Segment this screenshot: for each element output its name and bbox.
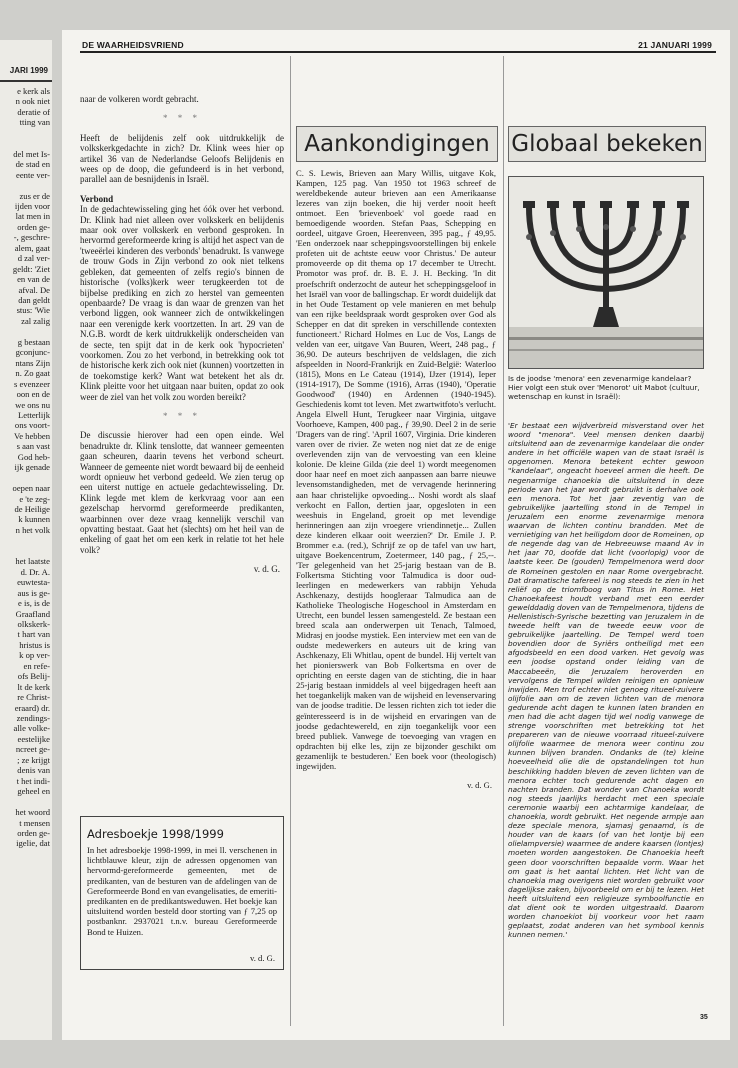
previous-page-fragment: lt de kerk [17, 681, 50, 692]
previous-page-fragment: denis van [17, 765, 50, 776]
previous-page-fragment: eraard) dr. [14, 702, 50, 713]
previous-page-fragment: ijk genade [14, 462, 50, 473]
previous-page-fragment: Letterlijk [18, 409, 50, 420]
previous-page-fragment: orden ge- [17, 827, 50, 838]
previous-page-fragment: de stad en [15, 159, 50, 170]
previous-page-header: JARI 1999 [9, 66, 48, 75]
previous-page-fragment: t het indi- [16, 775, 50, 786]
previous-page-fragment: n het volk [15, 524, 50, 535]
masthead-title: DE WAARHEIDSVRIEND [82, 40, 184, 50]
previous-page-fragment: stus: 'Wie [16, 305, 50, 316]
previous-page-fragment: Ve hebben [13, 430, 50, 441]
previous-page-fragment: Graafland [15, 608, 50, 619]
previous-page-fragment: olkskerk- [17, 618, 50, 629]
previous-page-fragment: deratie of [17, 106, 50, 117]
previous-page-fragment: ntans Zijn [15, 357, 50, 368]
signature: v. d. G. [253, 564, 280, 575]
previous-page-fragment: oepen naar [12, 483, 50, 494]
globaal-bekeken-title: Globaal bekeken [508, 126, 706, 162]
previous-page-fragment: en refe- [23, 660, 50, 671]
previous-page-fragment: euwtesta- [17, 577, 50, 588]
previous-page-fragment: geldt: 'Ziet [12, 263, 50, 274]
previous-page-fragment: del met Is- [13, 148, 50, 159]
previous-page-fragment: n. Zo gaat [15, 368, 50, 379]
column-divider [503, 56, 504, 1026]
previous-page-fragment: eestelijke [17, 733, 50, 744]
previous-page-fragment: k kunnen [18, 514, 50, 525]
previous-page-fragment: d zal ver- [17, 253, 50, 264]
previous-page-fragment: we ons nu [15, 399, 50, 410]
previous-page-fragment: en van de [17, 274, 50, 285]
photo-caption: Is de joodse 'menora' een zevenarmige kandelaar? Hier volgt een stuk over 'Menorot' uit Mabot (cultuur, wetenschap en kunst in Israël): [508, 374, 700, 402]
previous-page-fragment: s aan vast [16, 441, 50, 452]
previous-page-fragment: tting van [19, 117, 50, 128]
column-divider [290, 56, 291, 1026]
previous-page-fragment: God heb- [17, 451, 50, 462]
signature: v. d. G. [250, 953, 275, 963]
previous-page-fragment: hristus is [19, 639, 50, 650]
paragraph: De discussie hierover had een open einde. Wel benadrukte dr. Klink tenslotte, dat wanneer gemeenten gaan scheuren, daarin tevens het verbond scheurt. Wanneer de gemeente niet wordt bewaard bij de eenheid wordt opnieuw het verbond gedeeld. We zien terug op een uiterst nuttige en actuele gedachtewisseling. Dr. Klink legde met klem de kerkvraag voor aan een gezelschap hervormd gereformeerde predikanten, waarbinnen over deze vraag kennelijk verschil van opvatting bestaat. Gaat het (slechts) om het heil van de enkeling of gaat het om een kerk in relatie tot het hele volk? [80, 430, 284, 555]
paragraph: naar de volkeren wordt gebracht. [80, 94, 199, 104]
previous-page-fragment: afval. De [18, 284, 50, 295]
masthead-rule [80, 51, 716, 53]
globaal-bekeken-text [508, 421, 704, 939]
previous-page-fragment: zendings- [16, 713, 50, 723]
previous-page-rule [0, 80, 52, 82]
signature: v. d. G. [467, 779, 492, 790]
previous-page-fragment: geheel en [17, 786, 50, 797]
previous-page-fragment: orden ge- [17, 221, 50, 232]
previous-page-fragment: e is, is de [18, 598, 50, 609]
adresboekje-box [80, 816, 284, 970]
menorah-photo [508, 176, 704, 369]
menorah-icon [509, 177, 703, 368]
previous-page-fragment: g bestaan [17, 336, 50, 347]
previous-page-fragment: ons voort- [14, 420, 50, 431]
previous-page-fragment: aus is ge- [17, 587, 50, 598]
section-separator: * * * [163, 410, 201, 421]
previous-page-fragment: s evenzeer [13, 378, 50, 389]
paragraph: In de gedachtewisseling ging het óók over het verbond. Dr. Klink had niet alleen over volkskerk en belijdenis maar ook over volkskerk en verbond gesproken. In hervormd gereformeerde kring is altijd het aspect van de 'tweeërlei kinderen des verbonds' benadrukt. Is vanwege de trouw Gods in Zijn verbond zo ook niet telkens gebleken, dat gemeenten of zelfs regio's binnen de historische (volks)kerk weer terugkeerden tot de bijbelse prediking en zich zo herstel van gemeenten openbaarde? De vraag is dan waar de grenzen van het verbond liggen, ook wanneer zich de ontwikkelingen naar een verenigde kerk voortzetten. In art. 29 van de N.G.B. wordt de kerk uitdrukkelijk onderscheiden van de secte, ten spijt dat in de kerk ook 'hypocrieten' voorkomen. Zou zo het verbond, in betrekking ook tot de historische kerk zich ook niet (kunnen) voortzetten in de toekomstige kerk? Want wat betekent het als dr. Klink pleitte voor het uitgaan naar buiten, opdat zo ook weer de ziel van het volk zou worden bereikt? [80, 204, 284, 402]
previous-page-edge [0, 40, 52, 1040]
previous-page-fragment: e kerk als [17, 86, 50, 96]
previous-page-fragment: ncreet ge- [15, 744, 50, 755]
previous-page-fragment: lat men in [15, 211, 50, 222]
masthead-date: 21 JANUARI 1999 [638, 40, 712, 50]
previous-page-fragment: dan geldt [18, 295, 50, 305]
article-column [80, 94, 284, 575]
box-title: Adresboekje 1998/1999 [87, 827, 224, 841]
paragraph: Heeft de belijdenis zelf ook uitdrukkelijk de volkskerkgedachte in zich? Dr. Klink wees hier op artikel 36 van de Nederlandse Geloofs Belijdenis en wees op de doop, die gefundeerd is in het verbond, parallel aan de besnijdenis in Israël. [80, 132, 284, 185]
previous-page-fragment: oon en de [16, 389, 50, 400]
previous-page-fragment: alle volke- [13, 723, 50, 734]
previous-page-fragment: n ook niet [15, 96, 50, 107]
previous-page-fragment: alem, gaat [14, 242, 50, 253]
previous-page-fragment: -, geschre- [13, 232, 50, 243]
quote-text: 'Er bestaat een wijdverbreid misverstand over het woord "menora". Veel mensen denken daarbij uitsluitend aan de zevenarmige kandelaar die onder andere in het officiële wapen van de staat Israël is opgenomen. Menora betekent echter gewoon "kandelaar", ongeacht hoeveel armen die heeft. De negenarmige chanoekia die uitsluitend in deze periode van het jaar wordt gebruikt is derhalve ook een menora. Tot het jaar zeventig van de gebruikelijke jaartelling stond in de Tempel in Jeruzalem een enorme zevenarmige menora waarvan de lichten continu brandden. Met de vernietiging van het heiligdom door de Romeinen, op de negende dag van de Hebreeuwse maand Av in het jaar 70, doofde dat licht (voorlopig) voor de laatste keer. De (gouden) Tempelmenora werd door de Romeinen gestolen en naar Rome overgebracht. Dat dramatische tafereel is nog steeds te zien in het reliëf op de triomfboog van Titus in Rome. Het Chanoekafeest houdt verband met een eerder gewelddadig doven van de Tempelmenora, tijdens de Hellenistisch-Syrische bezetting van Jeruzalem in de tweede helft van de tweede eeuw voor de gebruikelijke jaartelling. De Tempel werd toen bovendien door de Syriërs ontheiligd met een afgodsbeeld en een dood varken. Het gevolg was een joodse opstand onder leiding van de Maccabeeën, die Jeruzalem heroverden en vervolgens de Tempel wilden reinigen en opnieuw inwijden. Men trof echter niet genoeg ritueel-zuivere olijfolie aan om de zeven lichten van de menora gedurende acht dagen te kunnen laten branden en men had die acht dagen tijd wel nodig vanwege de strenge voorschriften met betrekking tot het prepareren van de nieuwe voorraad ritueel-zuivere olijfolie waarmee de menora weer continu zou kunnen blijven branden. Ondanks de (te) kleine hoeveelheid olie die de opstandelingen tot hun beschikking hadden bleven de zeven lichten van de menora echter toch gedurende acht dagen en nachten branden. Dat wonder van Chanoeka wordt nog steeds jaarlijks herdacht met een speciale ceremonie waarbij een achtarmige kandelaar, de chanoekia, wordt gebruikt. Het negende armpje aan deze speciale menora, sjamasj genaamd, is de houder van de kaars (of van het lontje bij een olielampversie) waarmee de andere kaarsen (lontjes) moeten worden aangestoken. De Chanoekia heeft geen door voorschriften bepaalde vorm. Waar het om gaat is het aantal lichten. Het licht van de chanoekia mag overigens niet worden gebruikt voor dagelijkse zaken, bijvoorbeeld om er bij te lezen. Het heeft uitsluitend een religieuze symboolfunctie en dat dient ook te worden uitgestraald. Daarom worden chanoekiot bij voorkeur voor het raam geplaatst, zodat anderen van het symbool kennis kunnen nemen.' [508, 421, 704, 940]
previous-page-fragment: het woord [15, 807, 50, 818]
previous-page-fragment: ofs Belij- [17, 671, 50, 682]
previous-page-fragment: zus er de [19, 190, 50, 201]
box-body: In het adresboekje 1998-1999, in mei ll. verschenen in lichtblauwe kleur, zijn de adressen opgenomen van hervormd-gereformeerde gemeenten, met de predikanten, van de besturen van de afdelingen van de Gereformeerde Bond en van evangelisaties, de emeriti-predikanten en de predikantsweduwen. Het boekje kan uitsluitend worden besteld door storting van ƒ 7,25 op postbanknr. 2937021 t.n.v. bureau Gereformeerde Bond te Huizen. [87, 845, 277, 937]
subheading: Verbond [80, 193, 114, 204]
previous-page-fragment: re Christ- [17, 692, 50, 703]
previous-page-fragment: ijden voor [14, 200, 50, 211]
aankondigingen-title: Aankondigingen [296, 126, 498, 162]
previous-page-fragment: k op ver- [19, 650, 50, 661]
previous-page-fragment: zal zalig [21, 315, 50, 326]
previous-page-fragment: t hart van [17, 629, 50, 640]
previous-page-fragment: ; ze krijgt [17, 754, 50, 765]
previous-page-fragment: igelie, dat [16, 838, 50, 849]
previous-page-fragment: eente ver- [16, 169, 50, 180]
previous-page-fragment: e 'te zeg- [19, 493, 50, 504]
previous-page-fragment: t mensen [19, 817, 50, 828]
previous-page-fragment: d. Dr. A. [20, 566, 50, 577]
page-number: 35 [700, 1014, 708, 1021]
announcements-column [296, 168, 496, 790]
previous-page-fragment: het laatste [15, 556, 50, 567]
previous-page-fragment: de Heilige [14, 504, 50, 514]
announcements-text: C. S. Lewis, Brieven aan Mary Willis, uitgave Kok, Kampen, 125 pag. Van 1950 tot 1963 schreef de wereldbekende auteur brieven aan een Amerikaanse lezeres van zijn boeken, die hij verder nooit heeft ontmoet. Een 'brievenboek' vol goede raad en bemoedigende woorden. Stefan Paas, Schepping en oordeel, uitgave Groen, Heerenveen, 395 pag., ƒ 49,95. 'Een onderzoek naar scheppingsvoorstellingen bij enkele profeten uit de achtste eeuw voor Christus.' De auteur promoveerde op dit thema op 17 december te Utrecht. Promotor was prof. dr. B. E. J. H. Becking. 'In dit proefschrift onderzocht de auteur het scheppingsgeloof in het Israël van voor de ballingschap. Er wordt duidelijk dat in het Oude Testament op vele manieren en met behulp van een rijke beeldspraak wordt gesproken over God als Schepper en dat dit spreken in verschillende contexten functioneert.' Richard Holmes en Luc de Vos, Langs de velden van eer, uitgave Van Buuren, Weert, 248 pag., ƒ 36,90. De auteurs beschrijven de veldslagen, die zich afspeelden in Noord-Frankrijk en Zuid-België: Waterloo (1815), Mons en Le Cateau (1914), IJzer (1914), Ieper (1914-1917), De Somme (1916), Arras (1940), 'Operatie Goodwood' (1940) en Ardennen (1940-1945). Geschiedenis komt tot leven. Met zwartwitfoto's verlucht. Angela Elwell Hunt, Terugkeer naar Virginia, uitgave Voorhoeve, Kampen, 400 pag., ƒ 39,90. Deel 2 in de serie 'Dragers van de ring'. 'April 1607, Virginia. Drie kinderen varen over de rivier. Ze weten nog niet dat ze de enige overlevenden zijn van de vervoesting van een kleine kolonie. De kleine Gilda (zie deel 1) wordt meegenomen door haar neef en moet zich aanpassen aan barre nieuwe levensomstandigheden, met de vervagende herinnering aan haar christelijke opvoeding... Noshi wordt als slaaf verkocht en Fallon, dertien jaar, opgesloten in een weeshuis in Engeland, groeit op met levendige herinneringen aan zijn vroegere vriendinnetje... Zullen deze kinderen elkaar ooit weerzien?' Dr. Emile J. P. Brommer e.a. (red.), Schrijf ze op de tafel van uw hart, uitgave Boekencentrum, Zoetermeer, 140 pag., ƒ 25,--. 'Ter gelegenheid van het 25-jarig bestaan van de B. Folkertsma Stichting voor Talmudica is door oud-leerlingen en medewerkers van rabbijn Yehuda Aschkenazy, destijds hoogleraar Talmudica aan de Katholieke Theologische Hogeschool in Amsterdam en Utrecht, een bundel lessen samengesteld. Ze bestaan een breed scala aan onderwerpen uit Tenach, Talmoed, Midrasj en joodse mystiek. Een interview met een van de oudste medewerkers en auteurs uit de kring van Aschkenazy, Eli Whitlau, opent de bundel. Hij vertelt van het pionierswerk van Bob Folkertsma en over de oprichting en eerste dagen van de stichting, die in haar 25-jarig bestaan inmiddels al veel bijgedragen heeft aan het toegankelijk maken van de wijsheid en levenservaring van de joodse traditie. De lessen richten zich tot ieder die geïnteresseerd is in de wijsheid en ervaringen van de joodse gedachtewereld, en zijn toegankelijk voor een breed publiek. Vanwege de toevoeging van vragen en opdrachten bij elke les, zijn ze bijzonder geschikt om gezamenlijk te bestuderen.' Een boek voor (theologisch) ingewijden. [296, 168, 496, 771]
section-separator: * * * [163, 113, 201, 124]
previous-page-fragment: gconjunc- [15, 347, 50, 358]
